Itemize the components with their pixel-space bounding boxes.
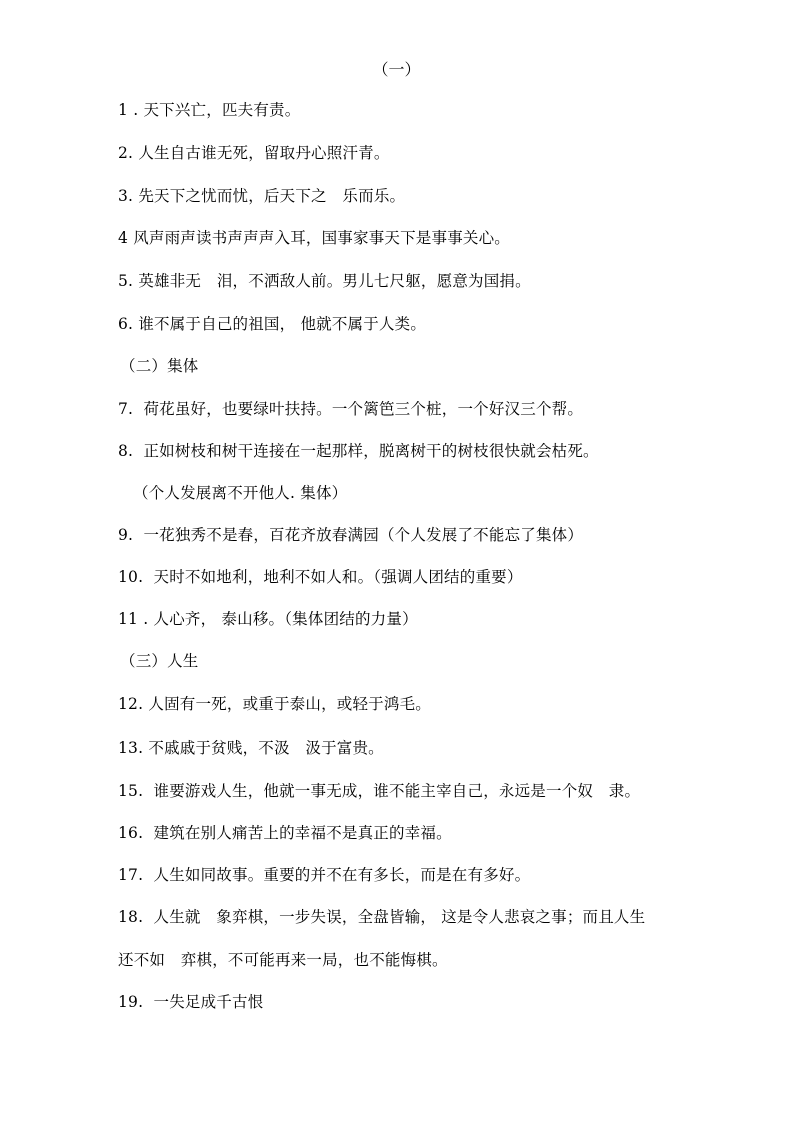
text-line-8: 8. 正如树枝和树干连接在一起那样，脱离树干的树枝很快就会枯死。: [118, 442, 599, 460]
text-line-18: 18. 人生就 象弈棋，一步失误，全盘皆输， 这是令人悲哀之事；而且人生: [118, 908, 646, 926]
text-line-9: 9. 一花独秀不是春，百花齐放春满园（个人发展了不能忘了集体）: [118, 526, 584, 544]
section-heading-collective: （二）集体: [120, 357, 199, 375]
text-line-11: 11 . 人心齐， 泰山移。（集体团结的力量）: [118, 610, 418, 628]
section-heading-life: （三）人生: [120, 652, 199, 670]
text-line-17: 17. 人生如同故事。重要的并不在有多长，而是在有多好。: [118, 866, 531, 884]
section-title-one: （一）: [372, 60, 421, 79]
text-line-1: 1 . 天下兴亡，匹夫有责。: [118, 101, 301, 119]
text-line-5: 5. 英雄非无 泪，不洒敌人前。男儿七尺躯，愿意为国捐。: [118, 272, 531, 290]
text-line-7: 7. 荷花虽好，也要绿叶扶持。一个篱笆三个桩，一个好汉三个帮。: [118, 400, 584, 418]
text-line-16: 16. 建筑在别人痛苦上的幸福不是真正的幸福。: [118, 824, 452, 842]
text-line-3: 3. 先天下之忧而忧，后天下之 乐而乐。: [118, 187, 406, 205]
text-line-4: 4 风声雨声读书声声声入耳，国事家事天下是事事关心。: [118, 229, 510, 247]
text-line-13: 13. 不戚戚于贫贱，不汲 汲于富贵。: [118, 739, 384, 757]
text-line-18-continued: 还不如 弈棋，不可能再来一局，也不能悔棋。: [118, 951, 448, 969]
text-line-10: 10. 天时不如地利，地利不如人和。（强调人团结的重要）: [118, 568, 523, 586]
text-line-19: 19. 一失足成千古恨: [118, 993, 264, 1011]
text-line-12: 12. 人固有一死，或重于泰山，或轻于鸿毛。: [118, 695, 431, 713]
text-line-2: 2. 人生自古谁无死，留取丹心照汗青。: [118, 144, 390, 162]
text-line-6: 6. 谁不属于自己的祖国， 他就不属于人类。: [118, 315, 427, 333]
text-line-8-note: （个人发展离不开他人. 集体）: [133, 484, 348, 502]
text-line-15: 15. 谁要游戏人生，他就一事无成，谁不能主宰自己，永远是一个奴 隶。: [118, 782, 641, 800]
